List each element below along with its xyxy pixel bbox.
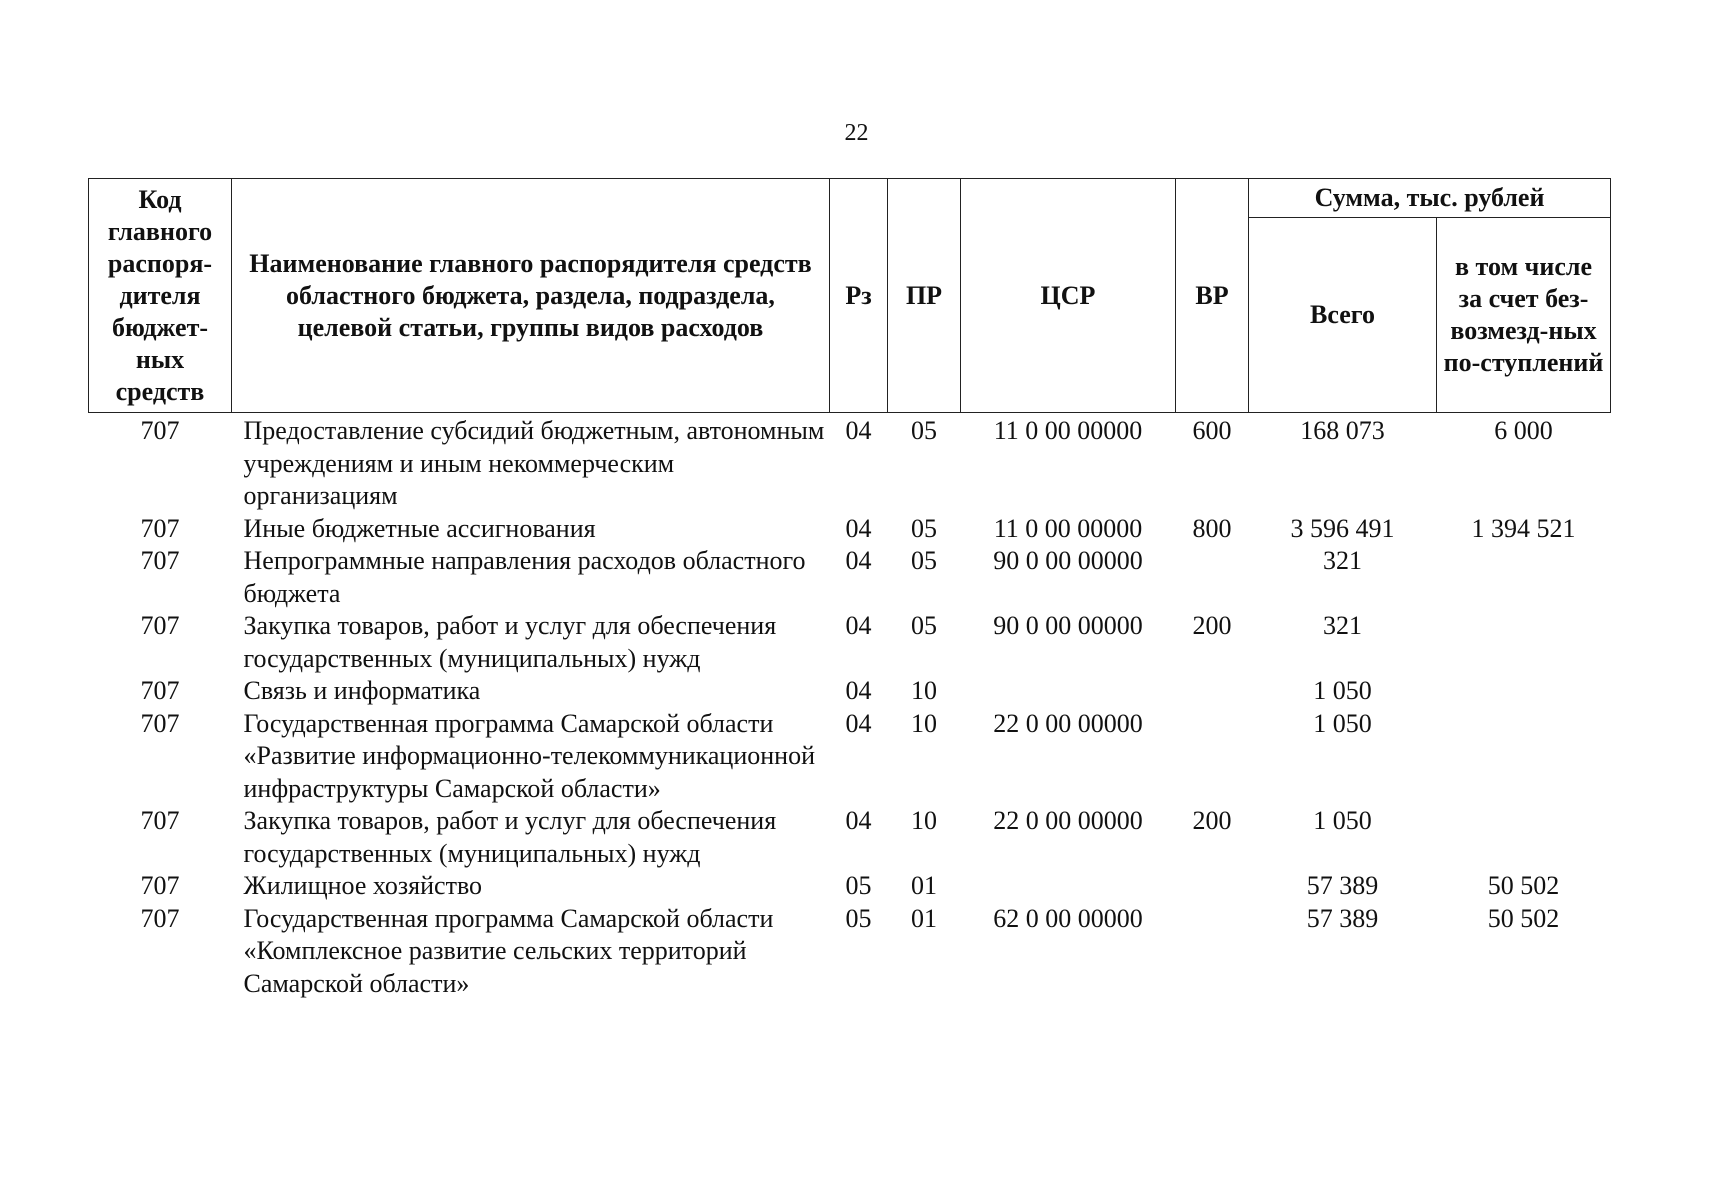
cell-name: Предоставление субсидий бюджетным, автономным учреждениям и иным некоммерческим организациям xyxy=(243,416,825,510)
cell-rz: 05 xyxy=(845,903,872,933)
cell-total: 1 050 xyxy=(1313,806,1372,835)
cell-name: Государственная программа Самарской области «Комплексное развитие сельских территорий Самарской области» xyxy=(243,903,774,998)
cell-csr: 90 0 00 00000 xyxy=(993,611,1143,640)
cell-code: 707 xyxy=(140,871,180,900)
cell-incl xyxy=(1437,708,1611,806)
cell-pr: 05 xyxy=(911,416,937,445)
cell-rz: 04 xyxy=(845,416,872,445)
cell-name: Связь и информатика xyxy=(243,676,481,705)
cell-total: 57 389 xyxy=(1306,903,1379,933)
cell-code: 707 xyxy=(140,708,180,738)
cell-name: Жилищное хозяйство xyxy=(243,871,483,900)
cell-pr: 01 xyxy=(911,871,937,900)
cell-rz: 04 xyxy=(845,806,872,835)
cell-vr xyxy=(1176,545,1249,610)
cell-name: Непрограммные направления расходов областного бюджета xyxy=(243,546,806,608)
cell-total: 168 073 xyxy=(1300,416,1385,445)
header-vr: ВР xyxy=(1176,179,1249,413)
table-row xyxy=(89,413,1611,513)
cell-name: Государственная программа Самарской области «Развитие информационно-телекоммуникационной инфраструктуры Самарской области» xyxy=(243,708,816,803)
cell-pr: 10 xyxy=(911,676,937,705)
table-header xyxy=(89,179,1611,413)
cell-total: 57 389 xyxy=(1306,871,1379,900)
cell-rz: 04 xyxy=(845,513,872,543)
cell-incl: 6 000 xyxy=(1494,416,1553,445)
cell-csr: 22 0 00 00000 xyxy=(993,708,1143,738)
cell-incl: 1 394 521 xyxy=(1471,513,1576,543)
cell-vr: 200 xyxy=(1192,611,1232,640)
cell-pr: 10 xyxy=(911,708,937,738)
cell-incl: 50 502 xyxy=(1487,871,1560,900)
cell-csr: 90 0 00 00000 xyxy=(993,546,1143,575)
cell-csr: 62 0 00 00000 xyxy=(993,903,1143,933)
cell-rz: 04 xyxy=(845,708,872,738)
table-row xyxy=(89,903,1611,1001)
table-row xyxy=(89,610,1611,675)
cell-incl xyxy=(1437,805,1611,870)
cell-csr: 11 0 00 00000 xyxy=(993,513,1143,543)
cell-csr: 22 0 00 00000 xyxy=(993,806,1143,835)
cell-vr xyxy=(1176,903,1249,1001)
cell-vr: 800 xyxy=(1192,513,1232,543)
cell-code: 707 xyxy=(140,611,180,640)
cell-code: 707 xyxy=(140,546,180,575)
table-body xyxy=(89,413,1611,1001)
cell-rz: 04 xyxy=(845,611,872,640)
cell-total: 321 xyxy=(1323,611,1362,640)
cell-code: 707 xyxy=(140,513,180,543)
cell-vr: 600 xyxy=(1192,416,1232,445)
cell-rz: 04 xyxy=(845,676,872,705)
page-number: 22 xyxy=(844,120,869,146)
budget-table xyxy=(88,178,1611,1000)
cell-incl: 50 502 xyxy=(1487,903,1560,933)
header-name: Наименование главного распорядителя средств областного бюджета, раздела, подраздела, целевой статьи, группы видов расходов xyxy=(232,179,830,413)
cell-vr: 200 xyxy=(1192,806,1232,835)
table-row xyxy=(89,708,1611,806)
cell-csr xyxy=(961,870,1176,903)
cell-pr: 05 xyxy=(911,513,937,543)
cell-incl xyxy=(1437,610,1611,675)
cell-total: 1 050 xyxy=(1313,676,1372,705)
cell-rz: 05 xyxy=(845,871,872,900)
cell-incl xyxy=(1437,675,1611,708)
cell-name: Закупка товаров, работ и услуг для обеспечения государственных (муниципальных) нужд xyxy=(243,611,777,673)
cell-pr: 05 xyxy=(911,546,937,575)
cell-vr xyxy=(1176,870,1249,903)
cell-vr xyxy=(1176,708,1249,806)
cell-code: 707 xyxy=(140,676,180,705)
cell-name: Закупка товаров, работ и услуг для обеспечения государственных (муниципальных) нужд xyxy=(243,806,777,868)
cell-vr xyxy=(1176,675,1249,708)
cell-name: Иные бюджетные ассигнования xyxy=(243,513,596,543)
cell-pr: 05 xyxy=(911,611,937,640)
cell-csr xyxy=(961,675,1176,708)
header-total: Всего xyxy=(1249,218,1437,413)
cell-total: 321 xyxy=(1323,546,1362,575)
table-row xyxy=(89,870,1611,903)
cell-rz: 04 xyxy=(845,546,872,575)
header-incl: в том числе за счет без-возмезд-ных по-ступлений xyxy=(1437,218,1611,413)
header-sum-group: Сумма, тыс. рублей xyxy=(1249,179,1611,218)
cell-pr: 01 xyxy=(911,903,937,933)
table-row xyxy=(89,545,1611,610)
header-pr: ПР xyxy=(888,179,961,413)
table-row xyxy=(89,805,1611,870)
cell-code: 707 xyxy=(140,806,180,835)
cell-csr: 11 0 00 00000 xyxy=(993,416,1143,445)
table-row xyxy=(89,513,1611,546)
cell-incl xyxy=(1437,545,1611,610)
cell-code: 707 xyxy=(140,416,180,445)
cell-total: 3 596 491 xyxy=(1290,513,1395,543)
header-rz: Рз xyxy=(830,179,888,413)
cell-total: 1 050 xyxy=(1313,708,1372,738)
table-row xyxy=(89,675,1611,708)
header-code: Код главного распоря-дителя бюджет-ных средств xyxy=(89,179,232,413)
cell-pr: 10 xyxy=(911,806,937,835)
header-csr: ЦСР xyxy=(961,179,1176,413)
cell-code: 707 xyxy=(140,903,180,933)
